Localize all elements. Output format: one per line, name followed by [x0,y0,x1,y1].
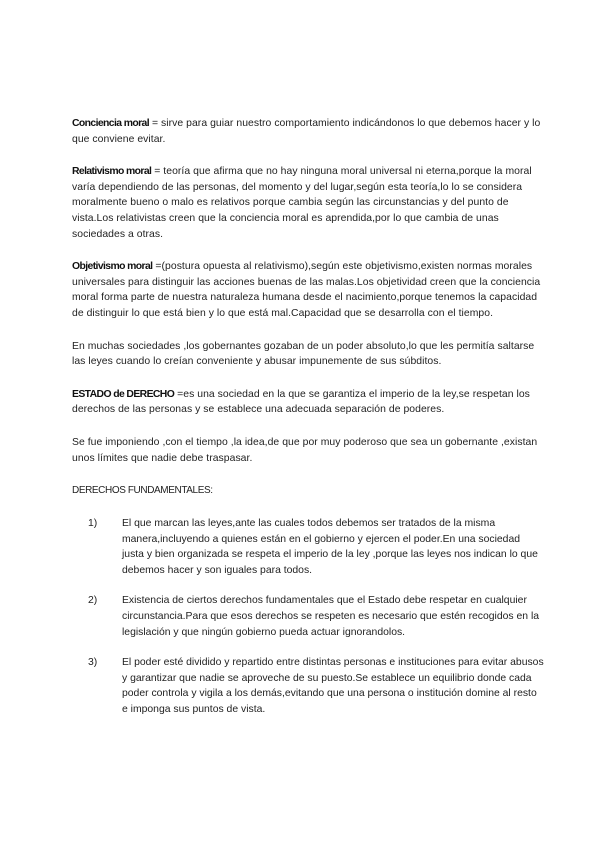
paragraph-limites-text: Se fue imponiendo ,con el tiempo ,la idea,de que por muy poderoso que sea un gobernante ,existan unos límites que nadie debe traspasar. [72,436,538,464]
paragraph-estado-de-derecho [72,387,544,418]
list-item [88,516,544,578]
definition-objetivismo-moral: =(postura opuesta al relativismo),según este objetivismo,existen normas morales universales para distinguir las acciones buenas de las malas.Los objetividad creen que la conciencia moral forma parte de nuestra naturaleza humana desde el nacimiento,porque tenemos la capacidad de distinguir lo que está bien y lo que está mal.Capacidad que se desarrolla con el tiempo. [72,261,541,319]
list-item-number: 1) [88,518,98,530]
list-item-text: El poder esté dividido y repartido entre distintas personas e instituciones para evitar abusos y garantizar que nadie se aproveche de su puesto.Se establece un equilibrio donde cada poder controla y vigila a los demás,evitando que una persona o institución domine al resto e imponga sus puntos de vista. [122,657,544,716]
section-heading: DERECHOS FUNDAMENTALES: [72,485,213,497]
definition-conciencia-moral: = sirve para guiar nuestro comportamiento indicándonos lo que debemos hacer y lo que conviene evitar. [72,118,541,145]
term-conciencia-moral: Conciencia moral [72,118,150,129]
list-item [88,655,544,717]
paragraph-poder-absoluto-text: En muchas sociedades ,los gobernantes gozaban de un poder absoluto,lo que les permitía saltarse las leyes cuando lo creían conveniente y abusar impunemente de sus súbditos. [72,340,535,368]
paragraph-relativismo-moral [72,164,544,242]
paragraph-poder-absoluto [72,339,544,370]
rights-list [72,516,544,718]
list-item-number: 2) [88,595,98,607]
term-estado-de-derecho: ESTADO de DERECHO [72,388,175,400]
document-page [72,116,544,733]
paragraph-objetivismo-moral [72,259,544,321]
paragraph-limites [72,435,544,466]
list-item [88,593,544,640]
definition-estado-de-derecho: =es una sociedad en la que se garantiza el imperio de la ley,se respetan los derechos de las personas y se establece una adecuada separación de poderes. [72,388,530,416]
list-item-number: 3) [88,657,98,669]
paragraph-conciencia-moral [72,116,544,147]
term-objetivismo-moral: Objetivismo moral [72,261,153,273]
definition-relativismo-moral: = teoría que afirma que no hay ninguna moral universal ni eterna,porque la moral varía dependiendo de las personas, del momento y del lugar,según esta teoría,lo lo se considera moralmente bueno o malo es relativos porque cambia según las circunstancias y del punto de vista.Los relativistas creen que la conciencia moral es aprendida,por lo que cambia de unas sociedades a otras. [72,166,532,240]
list-item-text: El que marcan las leyes,ante las cuales todos debemos ser tratados de la misma manera,incluyendo a quienes están en el gobierno y ejercen el poder.En una sociedad justa y bien organizada se respeta el imperio de la ley ,porque las leyes nos indican lo que debemos hacer y son iguales para todos. [122,518,538,576]
term-relativismo-moral: Relativismo moral [72,166,152,178]
list-item-text: Existencia de ciertos derechos fundamentales que el Estado debe respetar en cualquier circunstancia.Para que esos derechos se respeten es necesario que estén recogidos en la legislación y que ningún gobierno pueda actuar ignorandolos. [122,595,540,638]
